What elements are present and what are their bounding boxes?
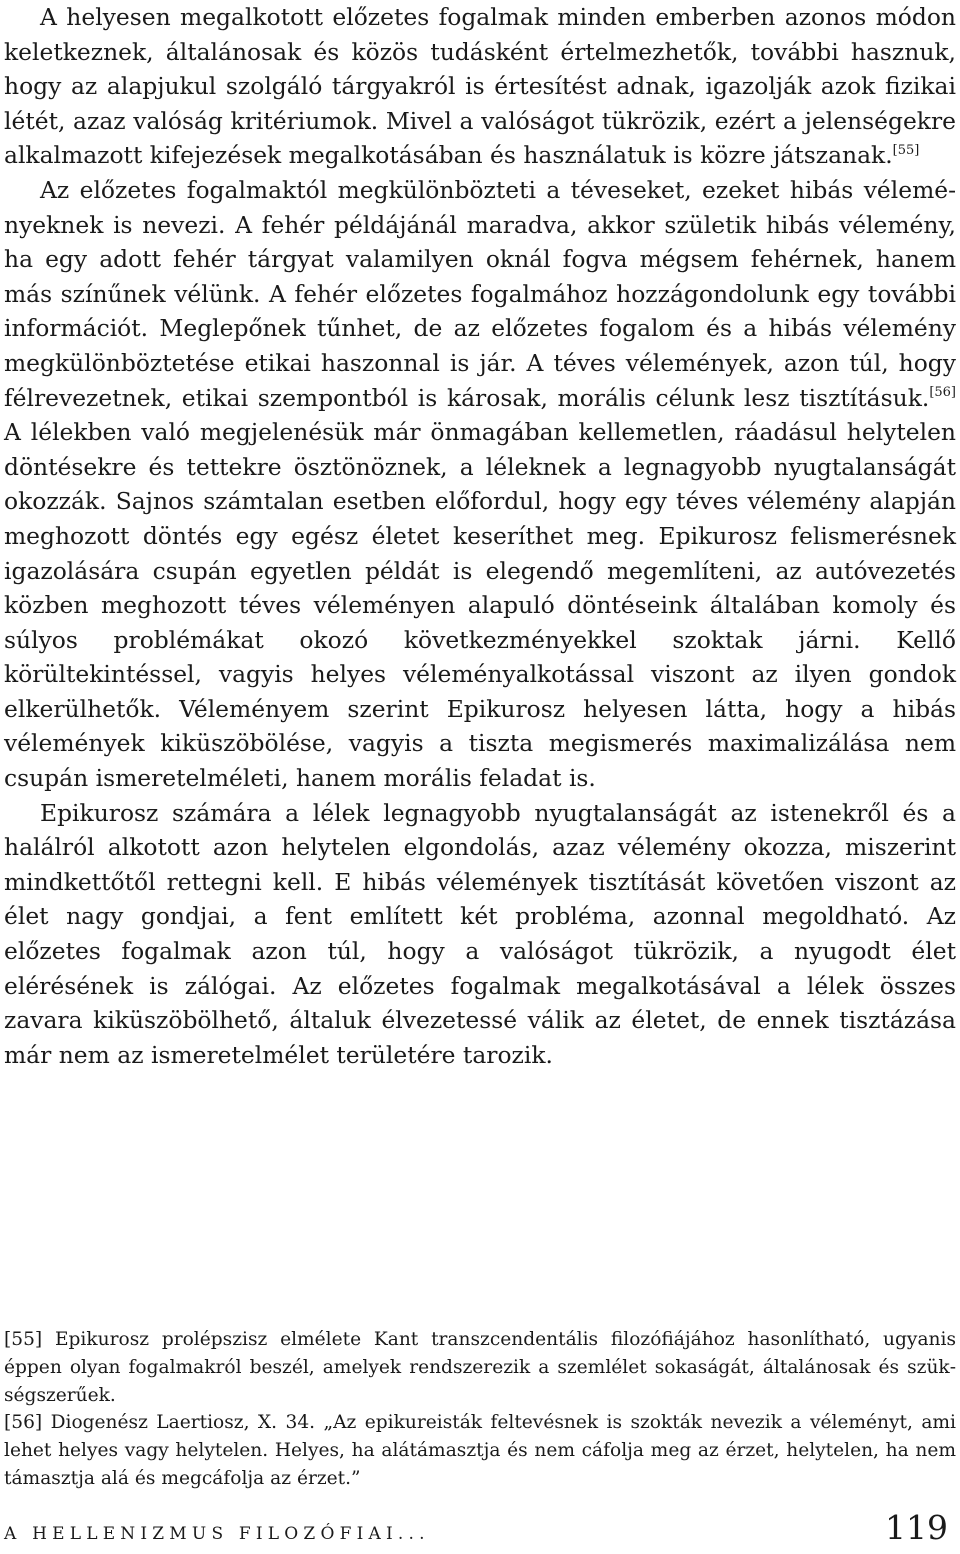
paragraph-2 [4, 173, 956, 796]
footnote-ref-55[interactable]: [55] [892, 142, 920, 158]
footnotes [4, 1326, 956, 1493]
main-text [4, 0, 956, 1072]
paragraph-1-text: A helyesen megalkotott előzetes fogalmak minden emberben azonos módon keletkeznek, általánosak és közös tudásként értelmezhetők, további hasznuk, hogy az alapjukul szolgáló tárgyakról is értesítést adnak, igazolják azok fizikai létét, azaz valóság kritériumok. Mivel a valóságot tükrözik, ezért a jelenségekre alkalmazott kifejezések megalkotásában és használatuk is közre játszanak. [4, 3, 956, 170]
paragraph-2-text-a: Az előzetes fogalmaktól megkülönbözteti a téveseket, ezeket hibás véleményeknek is nevezi. A fehér példájánál maradva, akkor születik hibás vélemény, ha egy adott fehér tárgyat valamilyen oknál fogva mégsem fehérnek, hanem más színűnek vélünk. A fehér előzetes fogalmához hozzágondolunk egy további információt. Meglepőnek tűnhet, de az előzetes fogalom és a hibás vélemény megkülönböztetése etikai haszonnal is jár. A téves vélemények, azon túl, hogy félrevezetnek, etikai szempontból is károsak, morális célunk lesz tisztításuk. [4, 175, 956, 412]
page-number: 119 [885, 1508, 948, 1547]
running-head: A HELLENIZMUS FILOZÓFIAI... [4, 1524, 430, 1544]
footnote-55: [55] Epikurosz prolépszisz elmélete Kant transzcendentális filozófiájához hasonlítható, ugyanis éppen olyan fogalmakról beszél, amelyek rendszerezik a szemlélet sokaságát, általánosak és szükségszerűek. [4, 1329, 956, 1406]
paragraph-2-text-b: A lélekben való megjelenésük már önmagában kellemetlen, ráadásul helytelen döntésekre és tettekre ösztönöznek, a léleknek a legnagyobb nyugtalanságát okozzák. Sajnos számtalan esetben előfordul, hogy egy téves vélemény alapján meghozott döntés egy egész életet keseríthet meg. Epikurosz felismerésnek igazolására csupán egyetlen példát is elegendő megemlíteni, az autóvezetés közben meghozott téves véleményen alapuló döntéseink általában komoly és súlyos problémákat okozó következményekkel szoktak járni. Kellő körültekintéssel, vagyis helyes véleményalkotással viszont az ilyen gondok elkerülhetők. Véleményem szerint Epikurosz helyesen látta, hogy a hibás vélemények kiküszöbölése, vagyis a tiszta megismerés maximalizálása nem csupán ismeretelméleti, hanem morális feladat is. [4, 418, 956, 793]
footnote-ref-56[interactable]: [56] [929, 384, 956, 400]
paragraph-3 [4, 796, 956, 1073]
paragraph-3-text: Epikurosz számára a lélek legnagyobb nyugtalanságát az istenekről és a halálról alkotott azon helytelen elgondolás, azaz vélemény okozza, miszerint mindkettőtől rettegni kell. E hibás vélemények tisztítását követően viszont az élet nagy gondjai, a fent említett két probléma, azonnal megoldható. Az előzetes fogalmak azon túl, hogy a valóságot tükrözik, a nyugodt élet elérésének is zálógai. Az előzetes fogalmak megalkotásával a lélek összes zavara kiküszöbölhető, általuk élvezetessé válik az életet, de ennek tisztázása már nem az ismeretelmélet területére tarozik. [4, 798, 956, 1069]
paragraph-1 [4, 0, 956, 173]
footnote-56: [56] Diogenész Laertiosz, X. 34. „Az epikureisták feltevésnek is szokták nevezik a véleményt, ami lehet helyes vagy helytelen. Helyes, ha alátámasztja és nem cáfolja meg az érzet, helytelen, ha nem támasztja alá és megcáfolja az érzet.” [4, 1412, 956, 1489]
